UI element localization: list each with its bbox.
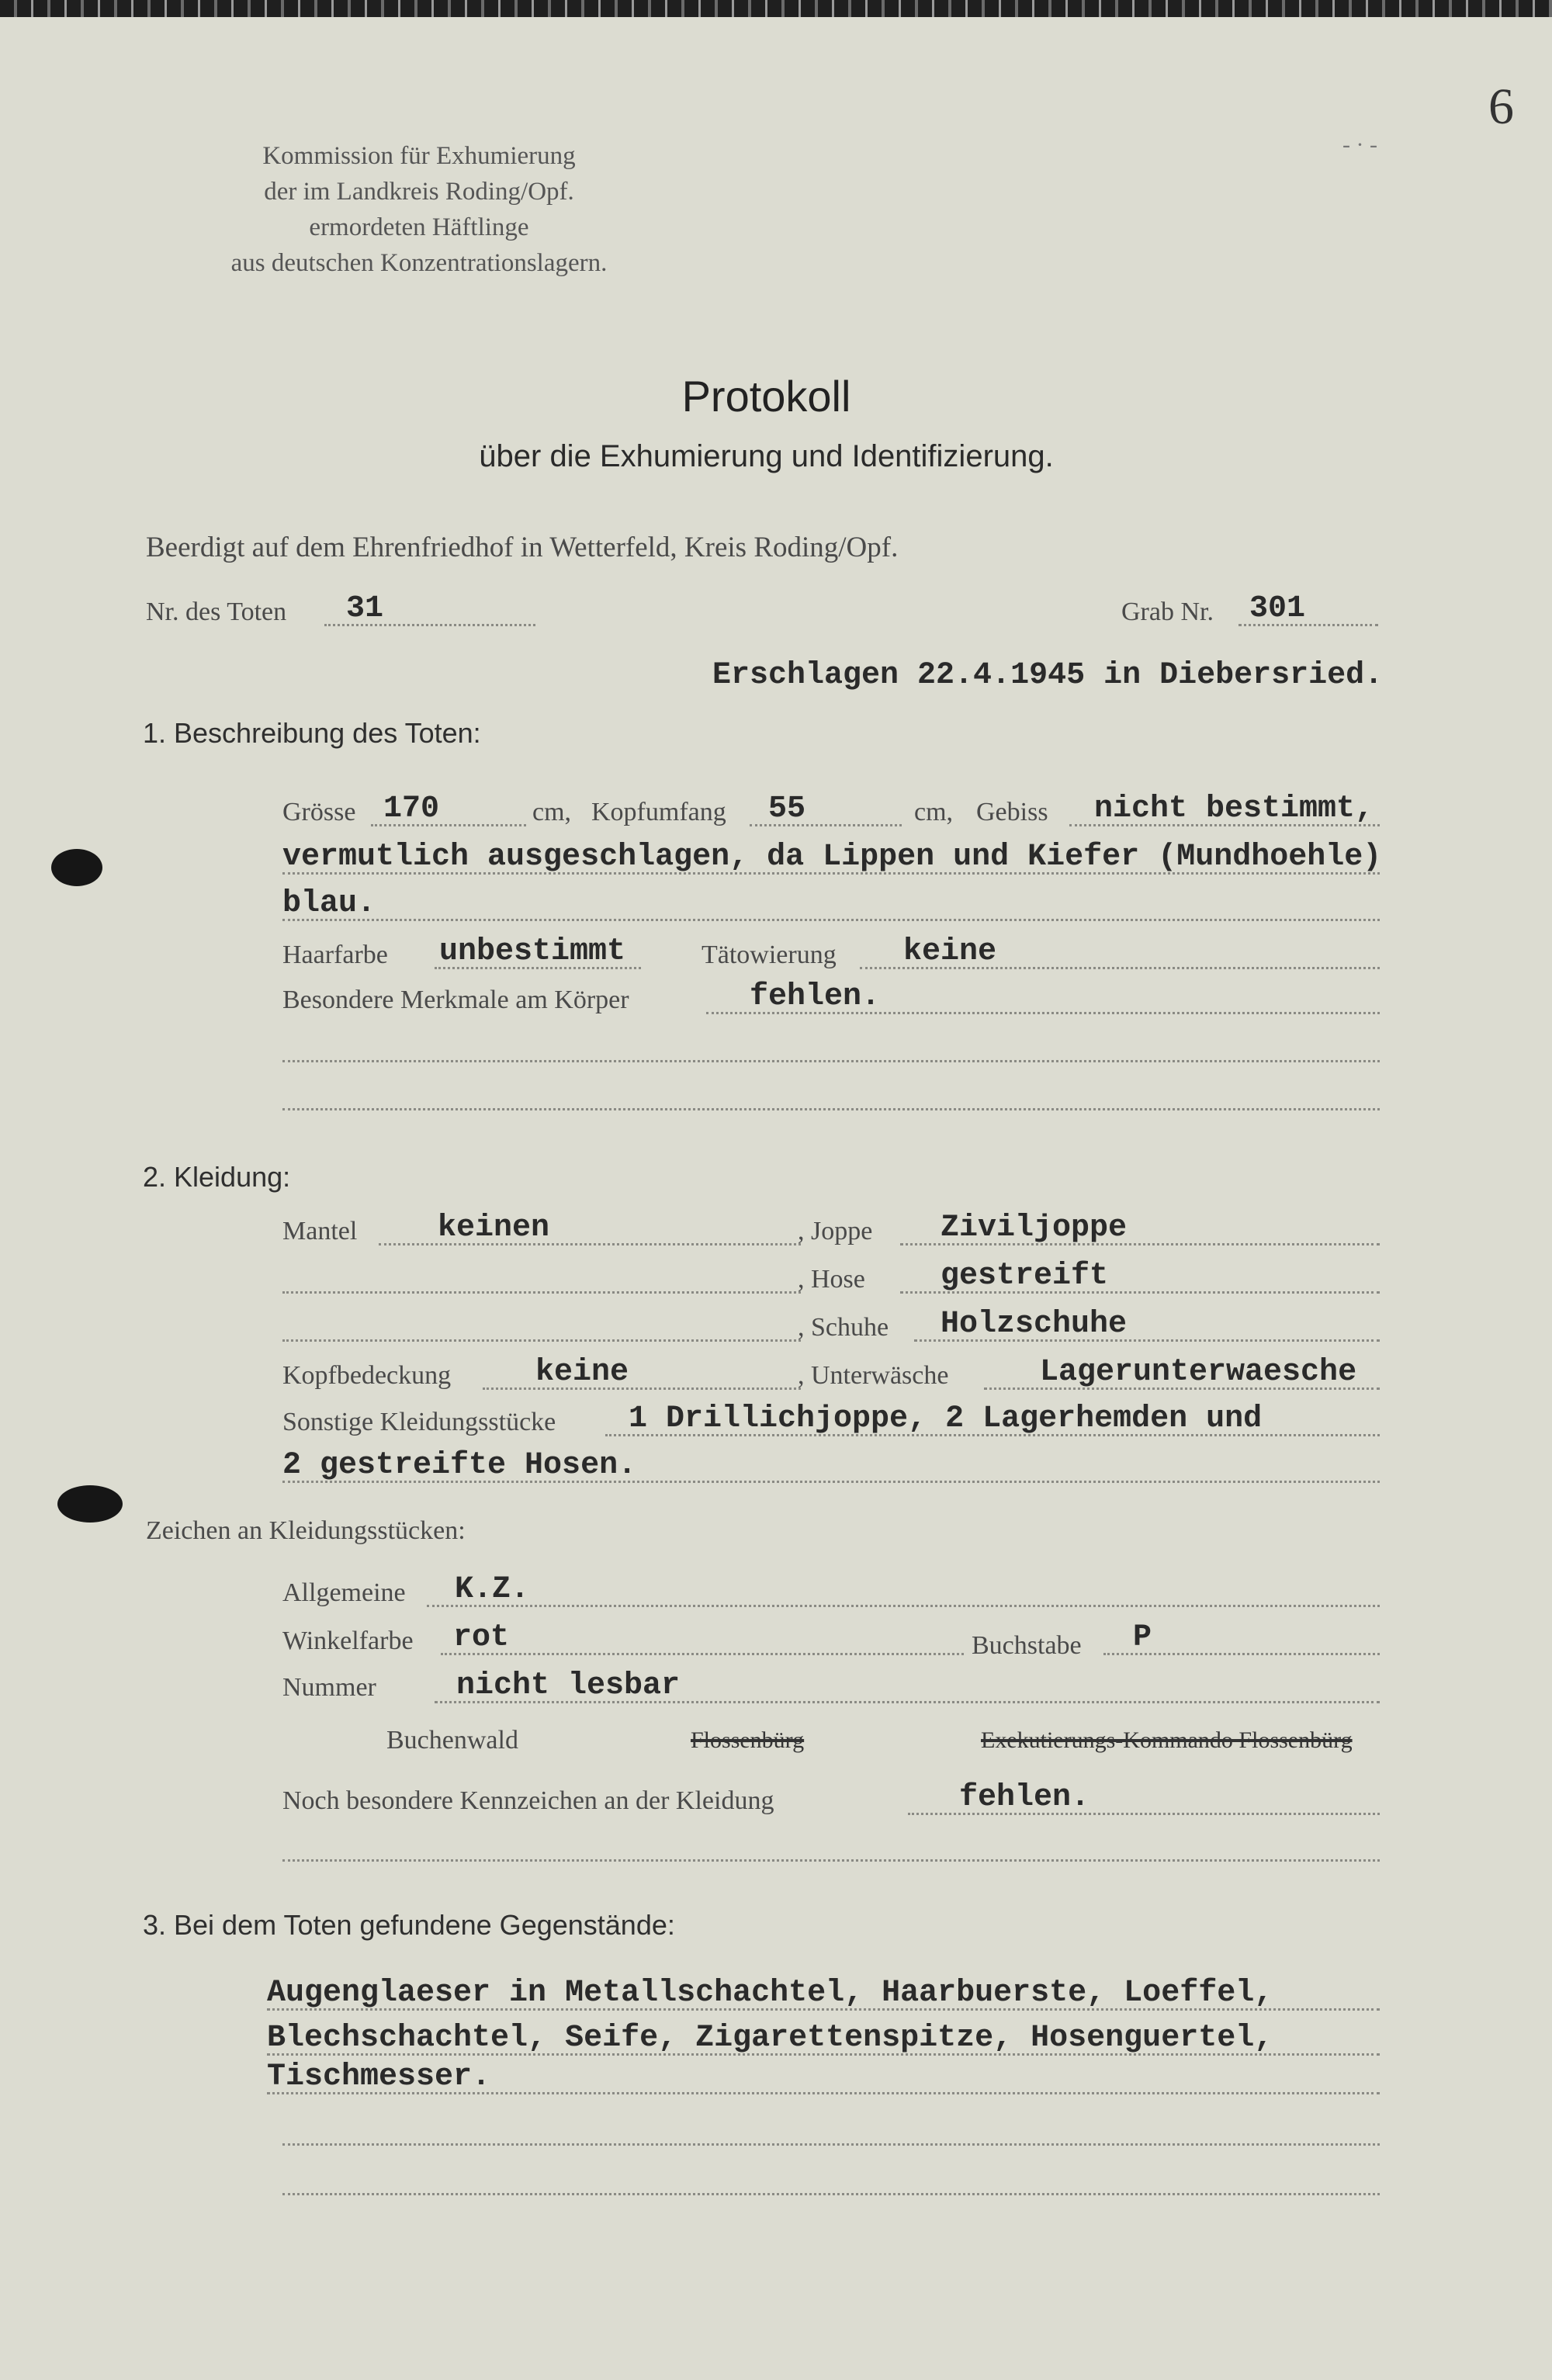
merkmale-extra-line-1 [282, 1060, 1380, 1062]
page-subtitle: über die Exhumierung und Identifizierung. [479, 439, 1054, 473]
organization-line-4: aus deutschen Konzentrationslagern. [230, 249, 608, 277]
nummer-label: Nummer [282, 1673, 376, 1702]
struck-camp-name-2: Exekutierungs-Kommando Flossenbürg [981, 1727, 1353, 1753]
joppe-value: Ziviljoppe [941, 1211, 1128, 1245]
schuhe-left-fill-line [282, 1339, 801, 1342]
gebiss-value-line-3: blau. [282, 886, 376, 921]
taetowierung-value: keine [903, 934, 997, 969]
items-line-3: Tischmesser. [267, 2060, 491, 2094]
merkmale-extra-line-2 [282, 1108, 1380, 1110]
sonstige-label: Sonstige Kleidungsstücke [282, 1408, 556, 1436]
binder-hole-top [51, 849, 102, 886]
kopfbedeckung-fill-line [483, 1387, 801, 1390]
mantel-value: keinen [438, 1211, 550, 1245]
items-line-2: Blechschachtel, Seife, Zigarettenspitze, Hosenguertel, [267, 2021, 1273, 2056]
joppe-label: , Joppe [798, 1217, 873, 1245]
buchenwald-label: Buchenwald [386, 1726, 518, 1755]
struck-camp-name-1: Flossenbürg [691, 1727, 805, 1753]
page-title: Protokoll [681, 372, 851, 421]
section-2-heading: 2. Kleidung: [143, 1161, 291, 1193]
kopfbedeckung-label: Kopfbedeckung [282, 1361, 452, 1390]
grab-label: Grab Nr. [1121, 598, 1214, 626]
haarfarbe-label: Haarfarbe [282, 941, 388, 969]
buchstabe-label: Buchstabe [972, 1631, 1082, 1660]
buchstabe-value: P [1133, 1620, 1152, 1655]
death-note: Erschlagen 22.4.1945 in Diebersried. [712, 658, 1384, 693]
gebiss-value-line-2: vermutlich ausgeschlagen, da Lippen und Kiefer (Mundhoehle) [282, 840, 1382, 875]
gebiss-line-3-fill [282, 919, 1380, 921]
cm-unit-1: cm, [532, 798, 572, 826]
kopfumfang-value: 55 [768, 792, 806, 826]
hose-left-fill-line [282, 1291, 801, 1294]
hose-label: , Hose [798, 1265, 865, 1294]
section-3-heading: 3. Bei dem Toten gefundene Gegenstände: [143, 1909, 675, 1941]
winkelfarbe-fill-line [441, 1653, 964, 1655]
kleidung-extra-line [282, 1859, 1380, 1862]
merkmale-value: fehlen. [750, 979, 881, 1014]
sonstige-value: 1 Drillichjoppe, 2 Lagerhemden und [629, 1401, 1263, 1436]
allgemeine-fill-line [427, 1605, 1380, 1607]
noch-kennzeichen-value: fehlen. [959, 1780, 1090, 1815]
gebiss-label: Gebiss [976, 798, 1048, 826]
groesse-value: 170 [383, 792, 440, 826]
kopfumfang-label: Kopfumfang [591, 798, 726, 826]
unterwaesche-label: , Unterwäsche [798, 1361, 949, 1390]
cm-unit-2: cm, [914, 798, 954, 826]
corner-mark: - · - [1342, 132, 1377, 158]
noch-kennzeichen-label: Noch besondere Kennzeichen an der Kleidung [282, 1786, 774, 1815]
zeichen-heading: Zeichen an Kleidungsstücken: [146, 1516, 466, 1545]
schuhe-value: Holzschuhe [941, 1307, 1128, 1342]
merkmale-label: Besondere Merkmale am Körper [282, 986, 629, 1014]
scan-top-edge [0, 0, 1552, 17]
allgemeine-value: K.Z. [455, 1572, 530, 1607]
unterwaesche-value: Lagerunterwaesche [1040, 1355, 1357, 1390]
schuhe-label: , Schuhe [798, 1313, 889, 1342]
nr-label: Nr. des Toten [146, 598, 287, 626]
winkelfarbe-value: rot [453, 1620, 510, 1655]
taetowierung-label: Tätowierung [702, 941, 837, 969]
items-extra-line-1 [282, 2143, 1380, 2146]
items-line-1: Augenglaeser in Metallschachtel, Haarbuerste, Loeffel, [267, 1976, 1273, 2011]
nummer-value: nicht lesbar [456, 1668, 681, 1703]
sonstige-value-line-2: 2 gestreifte Hosen. [282, 1448, 637, 1483]
organization-line-3: ermordeten Häftlinge [309, 213, 529, 241]
haarfarbe-value: unbestimmt [439, 934, 626, 969]
winkelfarbe-label: Winkelfarbe [282, 1627, 414, 1655]
burial-line: Beerdigt auf dem Ehrenfriedhof in Wetterfeld, Kreis Roding/Opf. [146, 532, 899, 563]
organization-line-1: Kommission für Exhumierung [262, 142, 576, 170]
organization-line-2: der im Landkreis Roding/Opf. [264, 178, 574, 206]
allgemeine-label: Allgemeine [282, 1578, 406, 1607]
groesse-label: Grösse [282, 798, 356, 826]
section-1-heading: 1. Beschreibung des Toten: [143, 717, 481, 749]
binder-hole-bottom [57, 1485, 123, 1523]
hose-value: gestreift [941, 1259, 1109, 1294]
gebiss-value: nicht bestimmt, [1094, 792, 1374, 826]
nr-value: 31 [346, 591, 384, 626]
mantel-label: Mantel [282, 1217, 358, 1245]
grab-value: 301 [1249, 591, 1306, 626]
page-number: 6 [1488, 78, 1514, 135]
kopfbedeckung-value: keine [535, 1355, 629, 1390]
items-extra-line-2 [282, 2193, 1380, 2195]
